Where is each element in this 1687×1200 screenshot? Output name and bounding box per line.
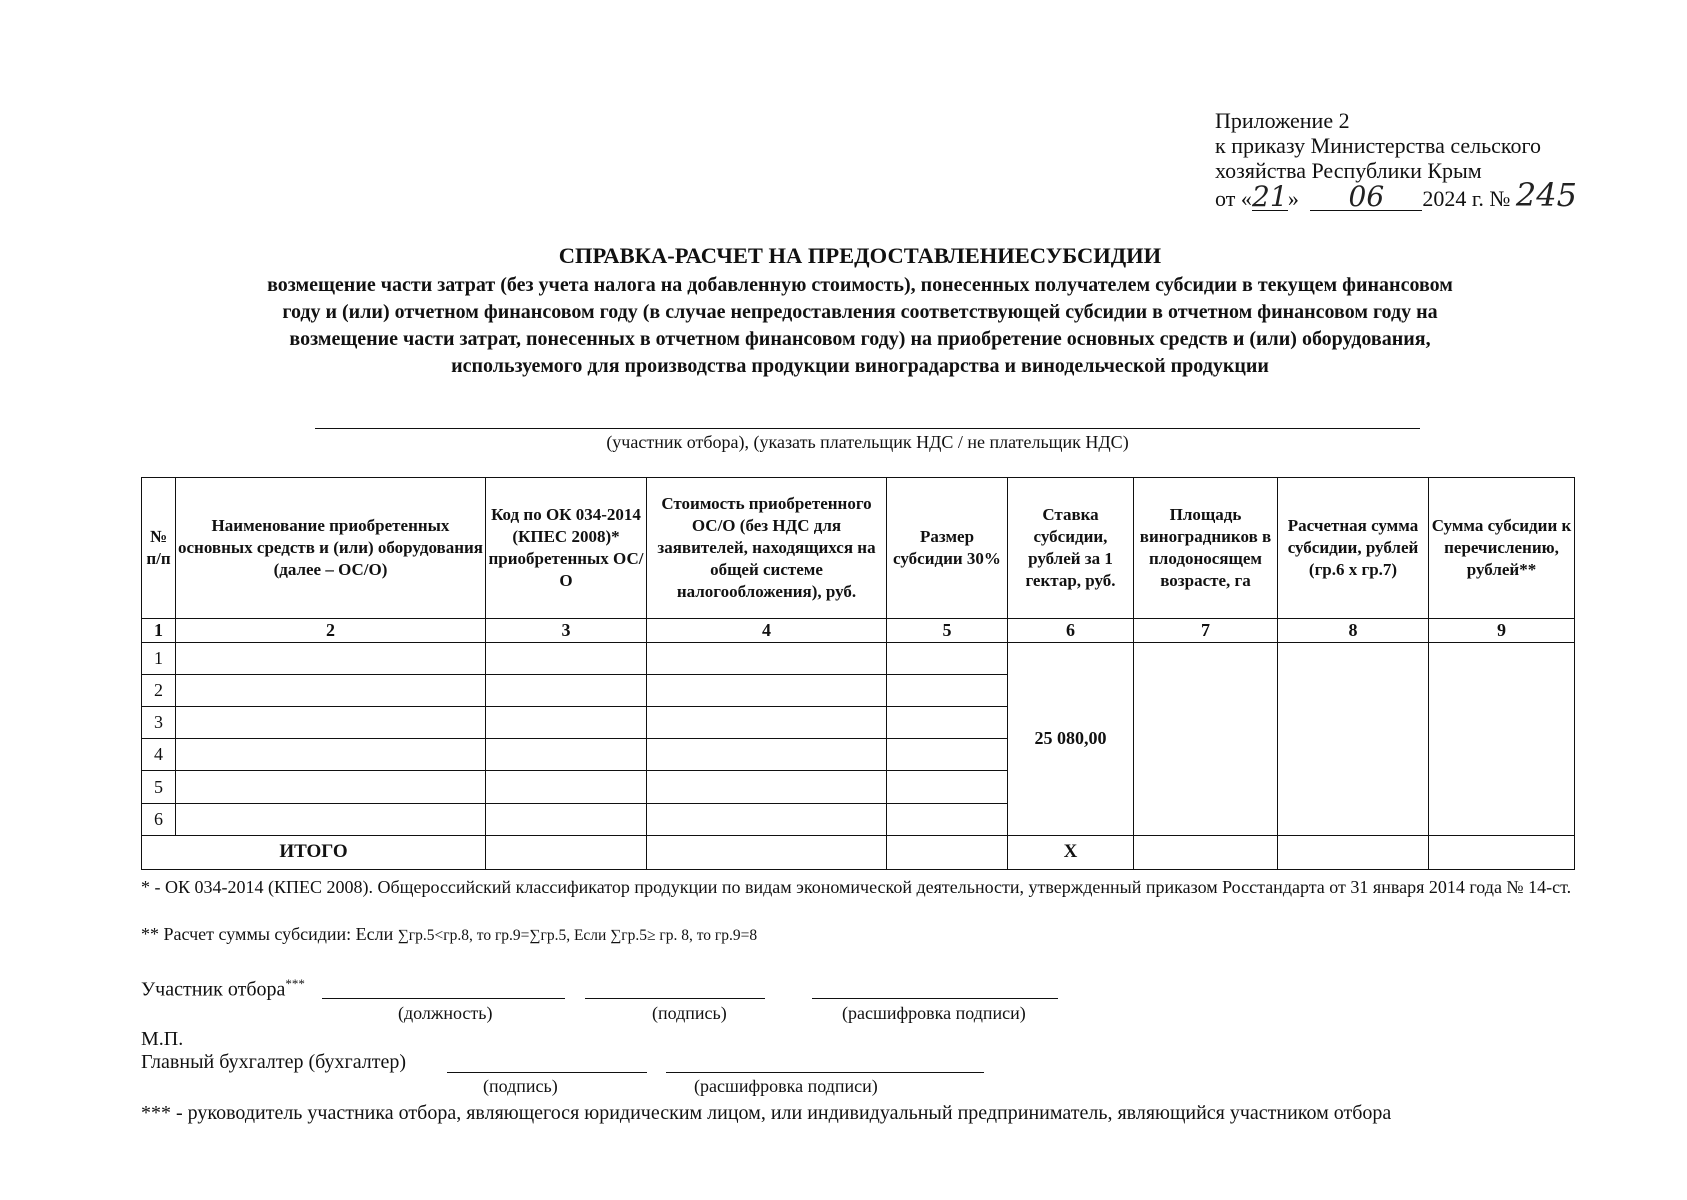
subsidy-rate-value: 25 080,00: [1008, 642, 1134, 835]
date-prefix: от «: [1215, 186, 1252, 211]
subsidy-size-cell[interactable]: [887, 739, 1008, 771]
decode-line[interactable]: [812, 998, 1058, 999]
col-num-9: 9: [1429, 618, 1575, 642]
subsidy-size-cell[interactable]: [887, 674, 1008, 706]
calculated-sum-cell[interactable]: [1278, 642, 1429, 835]
calculation-table: [141, 477, 1575, 870]
total-label: ИТОГО: [142, 835, 486, 869]
caption-decode: (расшифровка подписи): [842, 1003, 1026, 1023]
col-num-2: 2: [176, 618, 486, 642]
header-subsidy-size: Размер субсидии 30%: [887, 478, 1008, 619]
footnote-calculation: [141, 924, 757, 945]
row-number: 4: [142, 739, 176, 771]
note2-formula: ∑гр.5<гр.8, то гр.9=∑гр.5, Если ∑гр.5≥ гр. 8, то гр.9=8: [397, 927, 758, 944]
caption-signature: (подпись): [652, 1003, 727, 1023]
header-calculated-sum: Расчетная сумма субсидии, рублей (гр.6 х гр.7): [1278, 478, 1429, 619]
participant-signature-label: [141, 976, 305, 1002]
footnote-participant-head: *** - руководитель участника отбора, являющегося юридическим лицом, или индивидуальный предприниматель, являющийся участником отбора: [141, 1102, 1392, 1124]
okpd-code-cell[interactable]: [486, 803, 647, 835]
handwritten-number: 245: [1515, 176, 1577, 214]
subtitle-line-1: возмещение части затрат (без учета налога на добавленную стоимость), понесенных получателем субсидии в текущем финансовом: [267, 274, 1453, 296]
subsidy-size-cell[interactable]: [887, 642, 1008, 674]
row-number: 1: [142, 642, 176, 674]
footnote-okpd: * - ОК 034-2014 (КПЕС 2008). Общероссийский классификатор продукции по видам экономической деятельности, утвержденный приказом Росстандарта от 31 января 2014 года № 14-ст.: [141, 877, 1572, 897]
transfer-sum-cell[interactable]: [1429, 642, 1575, 835]
accountant-caption-decode: (расшифровка подписи): [694, 1076, 878, 1096]
row-number: 5: [142, 771, 176, 803]
asset-cost-cell[interactable]: [647, 771, 887, 803]
note2-prefix: ** Расчет суммы субсидии: Если: [141, 924, 394, 944]
row-number: 2: [142, 674, 176, 706]
subtitle-line-3: возмещение части затрат, понесенных в отчетном финансовом году) на приобретение основных средств и (или) оборудования,: [289, 328, 1431, 350]
total-calculated-cell[interactable]: [1278, 835, 1429, 869]
total-cost-cell[interactable]: [647, 835, 887, 869]
total-row: [142, 835, 1575, 869]
asset-cost-cell[interactable]: [647, 642, 887, 674]
table-row: [142, 642, 1575, 674]
okpd-code-cell[interactable]: [486, 771, 647, 803]
accountant-caption-signature: (подпись): [483, 1076, 558, 1096]
total-okpd-cell: [486, 835, 647, 869]
col-num-7: 7: [1134, 618, 1278, 642]
asset-cost-cell[interactable]: [647, 739, 887, 771]
signature-line[interactable]: [585, 998, 765, 999]
total-area-cell[interactable]: [1134, 835, 1278, 869]
accountant-signature-line[interactable]: [447, 1072, 647, 1073]
handwritten-month: 06: [1310, 184, 1422, 211]
header-asset-name: Наименование приобретенных основных средств и (или) оборудования (далее – ОС/О): [176, 478, 486, 619]
total-subsidy-size-cell[interactable]: [887, 835, 1008, 869]
participant-mark: ***: [285, 976, 305, 991]
row-number: 6: [142, 803, 176, 835]
header-vineyard-area: Площадь виноградников в плодоносящем возрасте, га: [1134, 478, 1278, 619]
total-rate-mark: Х: [1008, 835, 1134, 869]
document-title: СПРАВКА-РАСЧЕТ НА ПРЕДОСТАВЛЕНИЕСУБСИДИИ: [558, 243, 1162, 268]
header-number: № п/п: [142, 478, 176, 619]
participant-caption: (участник отбора), (указать плательщик НДС / не плательщик НДС): [606, 432, 1129, 452]
accountant-label: Главный бухгалтер (бухгалтер): [141, 1051, 407, 1073]
asset-name-cell[interactable]: [176, 674, 486, 706]
col-num-5: 5: [887, 618, 1008, 642]
asset-name-cell[interactable]: [176, 803, 486, 835]
asset-cost-cell[interactable]: [647, 803, 887, 835]
row-number: 3: [142, 707, 176, 739]
header-okpd-code: Код по ОК 034-2014 (КПЕС 2008)* приобретенных ОС/О: [486, 478, 647, 619]
col-num-3: 3: [486, 618, 647, 642]
caption-position: (должность): [398, 1003, 493, 1023]
header-transfer-sum: Сумма субсидии к перечислению, рублей**: [1429, 478, 1575, 619]
asset-name-cell[interactable]: [176, 771, 486, 803]
date-mid: »: [1287, 186, 1299, 211]
col-num-6: 6: [1008, 618, 1134, 642]
okpd-code-cell[interactable]: [486, 739, 647, 771]
asset-cost-cell[interactable]: [647, 674, 887, 706]
subsidy-size-cell[interactable]: [887, 771, 1008, 803]
appendix-line-3: хозяйства Республики Крым: [1215, 158, 1482, 183]
accountant-decode-line[interactable]: [666, 1072, 984, 1073]
asset-cost-cell[interactable]: [647, 707, 887, 739]
col-num-4: 4: [647, 618, 887, 642]
asset-name-cell[interactable]: [176, 642, 486, 674]
col-num-1: 1: [142, 618, 176, 642]
handwritten-day: 21: [1252, 180, 1288, 213]
vineyard-area-cell[interactable]: [1134, 642, 1278, 835]
document-subtitle: [140, 272, 1580, 380]
asset-name-cell[interactable]: [176, 739, 486, 771]
col-num-8: 8: [1278, 618, 1429, 642]
appendix-line-2: к приказу Министерства сельского: [1215, 133, 1541, 158]
participant-field-line[interactable]: [315, 428, 1420, 429]
participant-label-text: Участник отбора: [141, 978, 286, 1001]
column-number-row: [142, 618, 1575, 642]
okpd-code-cell[interactable]: [486, 642, 647, 674]
header-subsidy-rate: Ставка субсидии, рублей за 1 гектар, руб.: [1008, 478, 1134, 619]
okpd-code-cell[interactable]: [486, 707, 647, 739]
date-year: 2024 г. №: [1422, 186, 1511, 211]
total-transfer-cell[interactable]: [1429, 835, 1575, 869]
stamp-label: М.П.: [141, 1028, 184, 1050]
subsidy-size-cell[interactable]: [887, 707, 1008, 739]
subtitle-line-4: используемого для производства продукции виноградарства и винодельческой продукции: [451, 355, 1269, 377]
header-asset-cost: Стоимость приобретенного ОС/О (без НДС для заявителей, находящихся на общей системе налогообложения), руб.: [647, 478, 887, 619]
subtitle-line-2: году и (или) отчетном финансовом году (в случае непредоставления соответствующей субсидии в отчетном финансовом году на: [282, 301, 1438, 323]
asset-name-cell[interactable]: [176, 707, 486, 739]
appendix-date-line: [1215, 176, 1577, 214]
position-line[interactable]: [322, 998, 565, 999]
appendix-line-1: Приложение 2: [1215, 108, 1350, 133]
okpd-code-cell[interactable]: [486, 674, 647, 706]
appendix-block: [1215, 108, 1577, 214]
subsidy-size-cell[interactable]: [887, 803, 1008, 835]
